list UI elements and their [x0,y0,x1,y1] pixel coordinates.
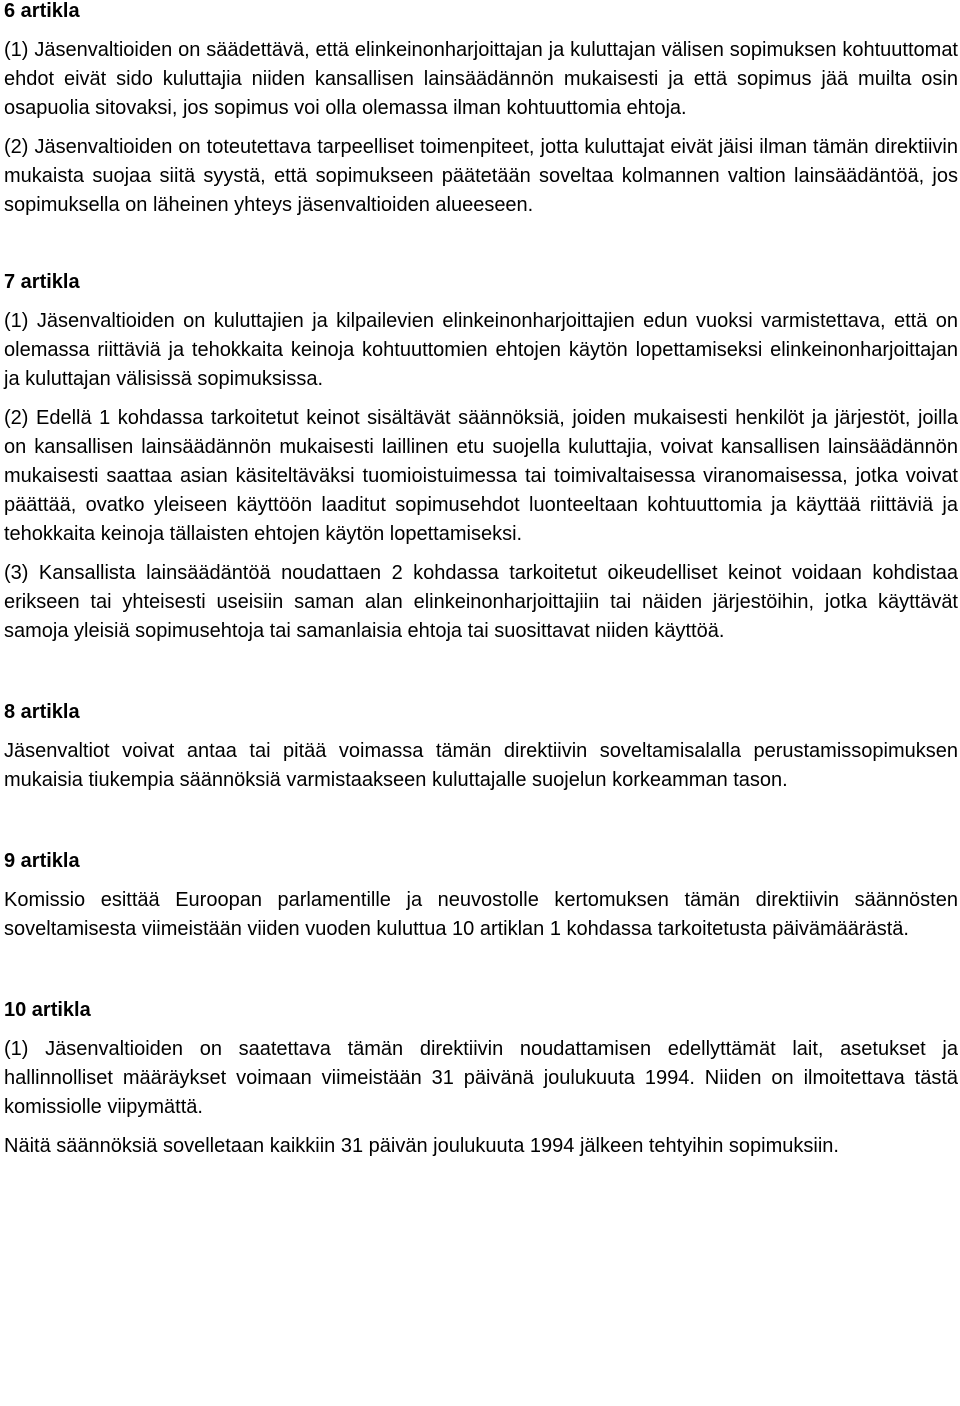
article-7-paragraph-3: (3) Kansallista lainsäädäntöä noudattaen 2 kohdassa tarkoitetut oikeudelliset keinot voidaan kohdistaa erikseen tai yhteisesti useisiin saman alan elinkeinonharjoittajiin tai näiden järjestöihin, jotka käyttävät samoja yleisiä sopimusehtoja tai samanlaisia ehtoja tai suosittavat niiden käyttöä. [4,562,958,642]
article-10 [4,996,958,1161]
article-7 [4,268,958,646]
article-9 [4,847,958,944]
article-7-paragraph-2: (2) Edellä 1 kohdassa tarkoitetut keinot sisältävät säännöksiä, joiden mukaisesti henkilöt ja järjestöt, joilla on kansallisen lainsäädännön mukaisesti laillinen etu suojella kuluttajia, voivat kansallisen lainsäädännön mukaisesti saattaa asian käsiteltäväksi tuomioistuimessa tai toimivaltaisessa viranomaisessa, jotka voivat päättää, ovatko yleiseen käyttöön laaditut sopimusehdot luonteeltaan kohtuuttomia ja käyttää riittäviä ja tehokkaita keinoja tällaisten ehtojen käytön lopettamiseksi. [4,407,958,545]
article-10-heading: 10 artikla [4,999,91,1021]
article-6-heading: 6 artikla [4,0,80,22]
article-8-heading: 8 artikla [4,701,80,723]
article-10-paragraph-2: Näitä säännöksiä sovelletaan kaikkiin 31 päivän joulukuuta 1994 jälkeen tehtyihin sopimuksiin. [4,1135,839,1157]
article-8 [4,698,958,795]
article-8-paragraph-1: Jäsenvaltiot voivat antaa tai pitää voimassa tämän direktiivin soveltamisalalla perustamissopimuksen mukaisia tiukempia säännöksiä varmistaakseen kuluttajalle suojelun korkeamman tason. [4,740,958,791]
article-6-paragraph-2: (2) Jäsenvaltioiden on toteutettava tarpeelliset toimenpiteet, jotta kuluttajat eivät jäisi ilman tämän direktiivin mukaista suojaa siitä syystä, että sopimukseen päätetään soveltaa kolmannen valtion lainsäädäntöä, jos sopimuksella on läheinen yhteys jäsenvaltioiden alueeseen. [4,136,958,216]
article-7-paragraph-1: (1) Jäsenvaltioiden on kuluttajien ja kilpailevien elinkeinonharjoittajien edun vuoksi varmistettava, että on olemassa riittäviä ja tehokkaita keinoja kohtuuttomien ehtojen käytön lopettamiseksi elinkeinonharjoittajan ja kuluttajan välisissä sopimuksissa. [4,310,958,390]
article-7-heading: 7 artikla [4,271,80,293]
article-10-paragraph-1: (1) Jäsenvaltioiden on saatettava tämän direktiivin noudattamisen edellyttämät lait, asetukset ja hallinnolliset määräykset voimaan viimeistään 31 päivänä joulukuuta 1994. Niiden on ilmoitettava tästä komissiolle viipymättä. [4,1038,958,1118]
article-9-paragraph-1: Komissio esittää Euroopan parlamentille ja neuvostolle kertomuksen tämän direktiivin säännösten soveltamisesta viimeistään viiden vuoden kuluttua 10 artiklan 1 kohdassa tarkoitetusta päivämäärästä. [4,889,958,940]
article-6 [4,0,958,220]
document-page [4,0,958,1161]
article-6-paragraph-1: (1) Jäsenvaltioiden on säädettävä, että elinkeinonharjoittajan ja kuluttajan välisen sopimuksen kohtuuttomat ehdot eivät sido kuluttajia niiden kansallisen lainsäädännön mukaisesti ja että sopimus jää muilta osin osapuolia sitovaksi, jos sopimus voi olla olemassa ilman kohtuuttomia ehtoja. [4,39,958,119]
article-9-heading: 9 artikla [4,850,80,872]
